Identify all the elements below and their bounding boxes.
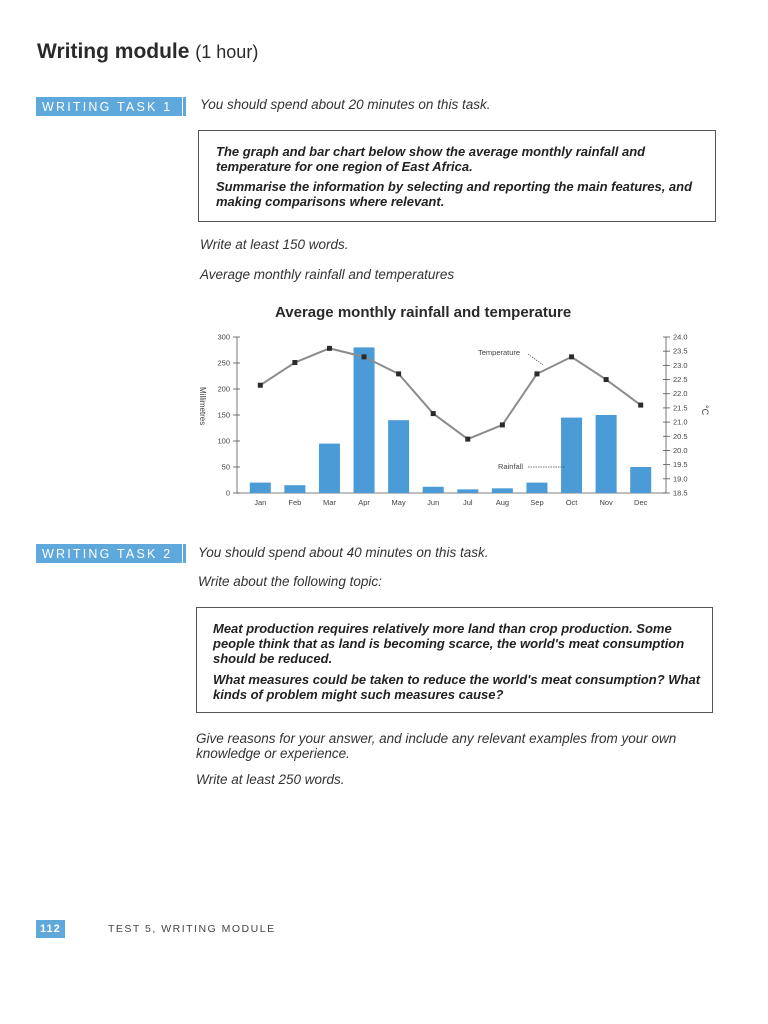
rainfall-bar-may <box>388 420 409 493</box>
temperature-annotation <box>478 348 543 365</box>
rainfall-bar-apr <box>354 347 375 493</box>
x-tick-label: Nov <box>599 498 613 507</box>
left-tick-label: 150 <box>217 410 230 420</box>
badge-accent-bar <box>183 97 186 116</box>
task2-prompt-text-1: Meat production requires relatively more land than crop production. Some people think that as land is becoming scarce, the world's meat consumption should be reduced. <box>213 621 685 666</box>
temperature-point-sep <box>534 371 539 376</box>
rainfall-bar-jun <box>423 487 444 493</box>
temperature-line-group <box>258 346 643 442</box>
rainfall-bar-feb <box>284 485 305 493</box>
module-duration: (1 hour) <box>195 42 259 62</box>
temperature-point-apr <box>362 354 367 359</box>
task2-reasons-instruction: Give reasons for your answer, and include any relevant examples from your own knowledge or experience. <box>196 731 677 761</box>
temperature-point-nov <box>604 377 609 382</box>
right-tick-label: 19.5 <box>673 460 688 470</box>
right-y-axis <box>663 333 688 498</box>
right-tick-label: 23.5 <box>673 346 688 356</box>
right-tick-label: 20.5 <box>673 431 688 441</box>
left-tick-label: 0 <box>225 488 230 498</box>
x-axis-labels <box>254 498 647 507</box>
x-tick-label: May <box>391 498 406 507</box>
temperature-annotation-arrow <box>528 354 543 365</box>
footer-section: TEST 5, WRITING MODULE <box>108 923 276 935</box>
left-tick-label: 250 <box>217 358 230 368</box>
rainfall-bar-dec <box>630 467 651 493</box>
right-tick-label: 23.0 <box>673 360 688 370</box>
temperature-point-feb <box>292 360 297 365</box>
rainfall-bar-sep <box>526 483 547 493</box>
writing-task-1-badge <box>36 97 182 116</box>
task1-time-instruction: You should spend about 20 minutes on this task. <box>200 97 491 112</box>
rainfall-annotation <box>498 462 565 471</box>
task2-min-words: Write at least 250 words. <box>196 772 345 787</box>
x-tick-label: Jan <box>254 498 267 507</box>
left-tick-label: 100 <box>217 436 230 446</box>
right-tick-label: 24.0 <box>673 332 688 342</box>
x-tick-label: Apr <box>358 498 370 507</box>
temperature-point-dec <box>638 403 643 408</box>
task2-prompt-box <box>196 607 713 713</box>
right-tick-label: 22.0 <box>673 389 688 399</box>
task1-min-words: Write at least 150 words. <box>200 237 349 252</box>
x-tick-label: Oct <box>565 498 578 507</box>
left-tick-label: 200 <box>217 384 230 394</box>
task2-prompt-text-2: What measures could be taken to reduce the world's meat consumption? What kinds of problem might such measures cause? <box>213 672 701 702</box>
badge-accent-bar <box>183 544 186 563</box>
right-tick-label: 20.0 <box>673 445 688 455</box>
x-tick-label: Mar <box>322 498 336 507</box>
module-title: Writing module <box>37 40 190 63</box>
temperature-annotation-label: Temperature <box>478 348 521 357</box>
temperature-point-mar <box>327 346 332 351</box>
rainfall-bar-mar <box>319 444 340 493</box>
task1-prompt-text-2: Summarise the information by selecting and reporting the main features, and making comparisons where relevant. <box>216 179 693 209</box>
temperature-point-aug <box>500 422 505 427</box>
temperature-point-oct <box>569 354 574 359</box>
temperature-line <box>260 348 640 439</box>
right-tick-label: 18.5 <box>673 488 688 498</box>
temperature-point-jan <box>258 383 263 388</box>
chart-title: Average monthly rainfall and temperature <box>275 304 572 321</box>
task1-prompt-box <box>198 130 716 222</box>
task1-prompt-text-1: The graph and bar chart below show the average monthly rainfall and temperature for one region of East Africa. <box>216 144 646 174</box>
task2-time-instruction: You should spend about 40 minutes on this task. <box>198 545 489 560</box>
right-tick-label: 21.5 <box>673 403 688 413</box>
right-tick-label: 21.0 <box>673 417 688 427</box>
x-tick-label: Jun <box>427 498 440 507</box>
rainfall-annotation-label: Rainfall <box>498 462 524 471</box>
task1-chart-caption: Average monthly rainfall and temperatures <box>200 267 455 282</box>
page-title <box>37 40 258 64</box>
page-number: 112 <box>36 920 65 938</box>
y2-axis-label: °C <box>700 405 710 416</box>
right-tick-label: 22.5 <box>673 375 688 385</box>
task1-badge-label: WRITING TASK 1 <box>42 100 173 114</box>
temperature-point-jul <box>465 437 470 442</box>
x-tick-label: Sep <box>530 498 544 507</box>
rainfall-temperature-chart <box>190 325 730 515</box>
task2-badge-label: WRITING TASK 2 <box>42 547 173 561</box>
writing-task-2-badge <box>36 544 182 563</box>
rainfall-bar-nov <box>596 415 617 493</box>
x-tick-label: Feb <box>288 498 302 507</box>
rainfall-bar-jul <box>457 489 478 493</box>
x-tick-label: Jul <box>462 498 473 507</box>
temperature-point-jun <box>431 411 436 416</box>
y-axis-label: Millimetres <box>198 387 207 426</box>
left-tick-label: 50 <box>221 462 230 472</box>
x-tick-label: Aug <box>495 498 510 507</box>
left-tick-label: 300 <box>217 332 230 342</box>
rainfall-bar-oct <box>561 418 582 493</box>
right-tick-label: 19.0 <box>673 474 688 484</box>
rainfall-bar-jan <box>250 483 271 493</box>
rainfall-bar-aug <box>492 488 513 493</box>
x-tick-label: Dec <box>634 498 648 507</box>
temperature-point-may <box>396 371 401 376</box>
task2-topic-intro: Write about the following topic: <box>198 574 382 589</box>
